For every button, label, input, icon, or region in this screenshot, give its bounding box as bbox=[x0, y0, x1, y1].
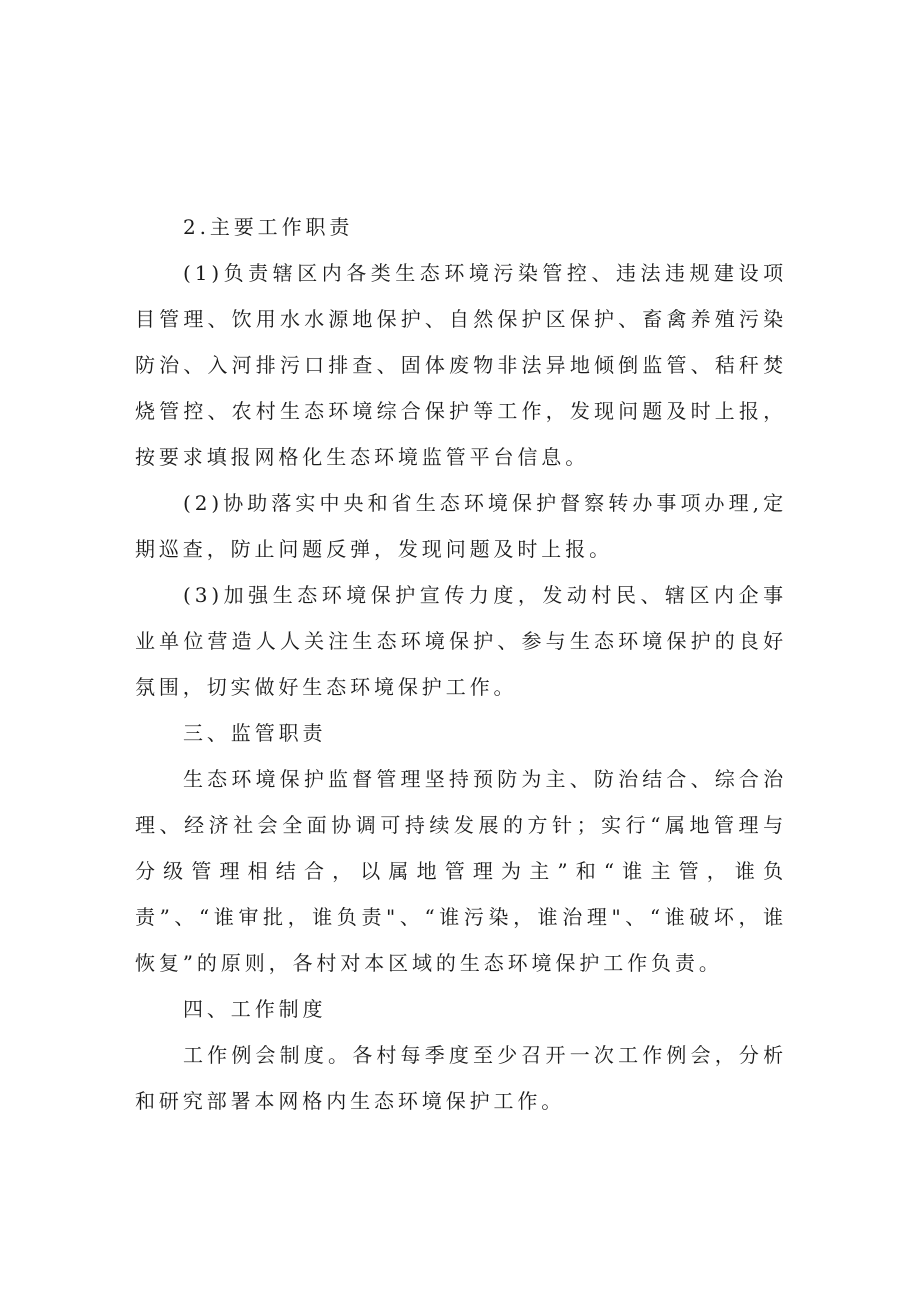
duty-paragraph-1: (1)负责辖区内各类生态环境污染管控、违法违规建设项目管理、饮用水水源地保护、自然保护区保护、畜禽养殖污染防治、入河排污口排查、固体废物非法异地倾倒监管、秸秆焚烧管控、农村生态环境综合保护等工作，发现问题及时上报，按要求填报网格化生态环境监管平台信息。 bbox=[135, 261, 787, 469]
duty-paragraph-2: (2)协助落实中央和省生态环境保护督察转办事项办理,定期巡查，防止问题反弹，发现问题及时上报。 bbox=[135, 491, 787, 561]
work-system-paragraph: 工作例会制度。各村每季度至少召开一次工作例会，分析和研究部署本网格内生态环境保护工作。 bbox=[135, 1043, 787, 1113]
document-page bbox=[135, 204, 787, 1124]
section-heading-main-duties: 2.主要工作职责 bbox=[183, 215, 354, 239]
section-heading-work-system: 四、工作制度 bbox=[183, 997, 327, 1021]
section-heading-supervision: 三、监管职责 bbox=[183, 721, 327, 745]
duty-paragraph-3: (3)加强生态环境保护宣传力度，发动村民、辖区内企事业单位营造人人关注生态环境保护、参与生态环境保护的良好氛围，切实做好生态环境保护工作。 bbox=[135, 583, 787, 699]
supervision-paragraph: 生态环境保护监督管理坚持预防为主、防治结合、综合治理、经济社会全面协调可持续发展的方针；实行“属地管理与分级管理相结合，以属地管理为主”和“谁主管，谁负责”、“谁审批，谁负责"、“谁污染，谁治理"、“谁破坏，谁恢复”的原则，各村对本区域的生态环境保护工作负责。 bbox=[135, 767, 787, 975]
